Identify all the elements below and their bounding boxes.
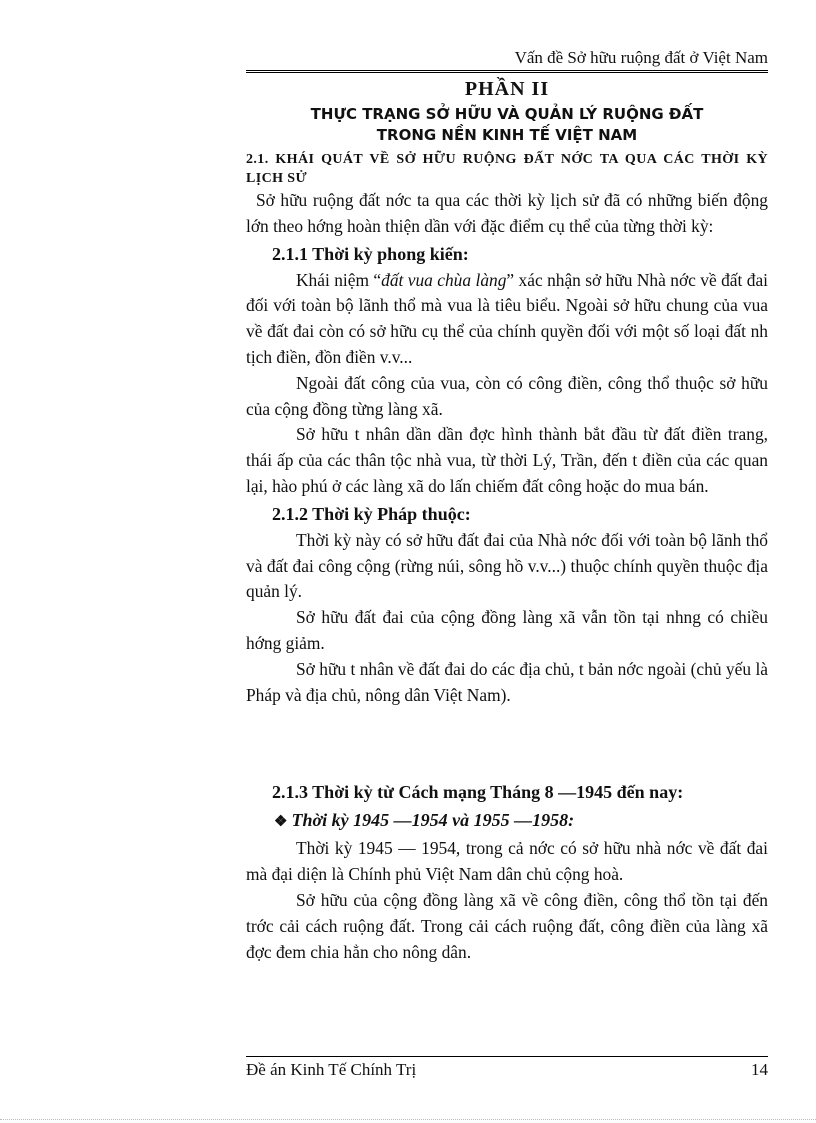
running-header: Vấn đề Sở hữu ruộng đất ở Việt Nam (514, 48, 768, 67)
paragraph: Sở hữu đất đai của cộng đồng làng xã vẫn tồn tại nhng có chiều hớng giảm. (246, 607, 768, 653)
paragraph: Thời kỳ này có sở hữu đất đai của Nhà nớc đối với toàn bộ lãnh thổ và đất đai công cộng (rừng núi, sông hồ v.v...) thuộc chính quyền thuộc địa quản lý. (246, 529, 768, 602)
section-2-1-intro: Sở hữu ruộng đất nớc ta qua các thời kỳ lịch sử đã có những biến động lớn theo hớng hoàn thiện dần với đặc điểm cụ thể của từng thời kỳ: (246, 190, 768, 236)
paragraph: Khái niệm “đất vua chùa làng” xác nhận sở hữu Nhà nớc về đất đai đối với toàn bộ lãnh thổ mà vua là tiêu biểu. Ngoài sở hữu chung của vua về đất đai còn có sở hữu cụ thể của chính quyền đối với một số loại đất nh tịch điền, đồn điền v.v... (246, 269, 768, 367)
footer-rule (246, 1056, 768, 1057)
italic-term: đất vua chùa làng (381, 269, 507, 290)
subsection-heading: ❖ Thời kỳ 1945 —1954 và 1955 —1958: (274, 810, 575, 831)
header-rule (246, 70, 768, 73)
paragraph: Sở hữu t nhân về đất đai do các địa chủ, t bản nớc ngoài (chủ yếu là Pháp và địa chủ, nông dân Việt Nam). (246, 658, 768, 705)
paragraph: Sở hữu của cộng đồng làng xã về công điền, công thổ tồn tại đến trớc cải cách ruộng đất. Trong cải cách ruộng đất, công điền của làng xã đợc đem chia hẳn cho nông dân. (246, 889, 768, 962)
section-2-1-3-heading: 2.1.3 Thời kỳ từ Cách mạng Tháng 8 —1945 đến nay: (272, 782, 684, 803)
paragraph: Sở hữu t nhân dần dần đợc hình thành bắt đầu từ đất điền trang, thái ấp của các thân tộc nhà vua, từ thời Lý, Trần, đến t điền của các quan lại, hào phú ở các làng xã do lấn chiếm đất công hoặc do mua bán. (246, 424, 768, 496)
chapter-title-line-1: THỰC TRẠNG SỞ HỮU VÀ QUẢN LÝ RUỘNG ĐẤT (310, 105, 704, 123)
section-2-1-2-heading: 2.1.2 Thời kỳ Pháp thuộc: (272, 503, 471, 524)
paragraph: Ngoài đất công của vua, còn có công điền, công thổ thuộc sở hữu của cộng đồng từng làng xã. (246, 372, 768, 419)
body-text (246, 188, 768, 965)
blank-space (246, 708, 768, 778)
paragraph: Thời kỳ 1945 — 1954, trong cả nớc có sở hữu nhà nớc về đất đai mà đại diện là Chính phủ Việt Nam dân chủ cộng hoà. (246, 838, 768, 885)
page-number: 14 (751, 1060, 768, 1079)
chapter-title-line-2: TRONG NỀN KINH TẾ VIỆT NAM (376, 126, 638, 144)
section-2-1-1-heading: 2.1.1 Thời kỳ phong kiến: (272, 243, 469, 264)
page-edge-divider (0, 1119, 816, 1120)
chapter-title (246, 104, 768, 146)
section-2-1-heading: 2.1. KHÁI QUÁT VỀ SỞ HỮU RUỘNG ĐẤT NỚC TA QUA CÁC THỜI KỲ LỊCH SỬ (246, 152, 768, 186)
footer-title: Đề án Kinh Tế Chính Trị (246, 1060, 417, 1079)
part-number: PHẦN II (464, 78, 550, 100)
diamond-bullet-icon: ❖ (274, 814, 288, 831)
